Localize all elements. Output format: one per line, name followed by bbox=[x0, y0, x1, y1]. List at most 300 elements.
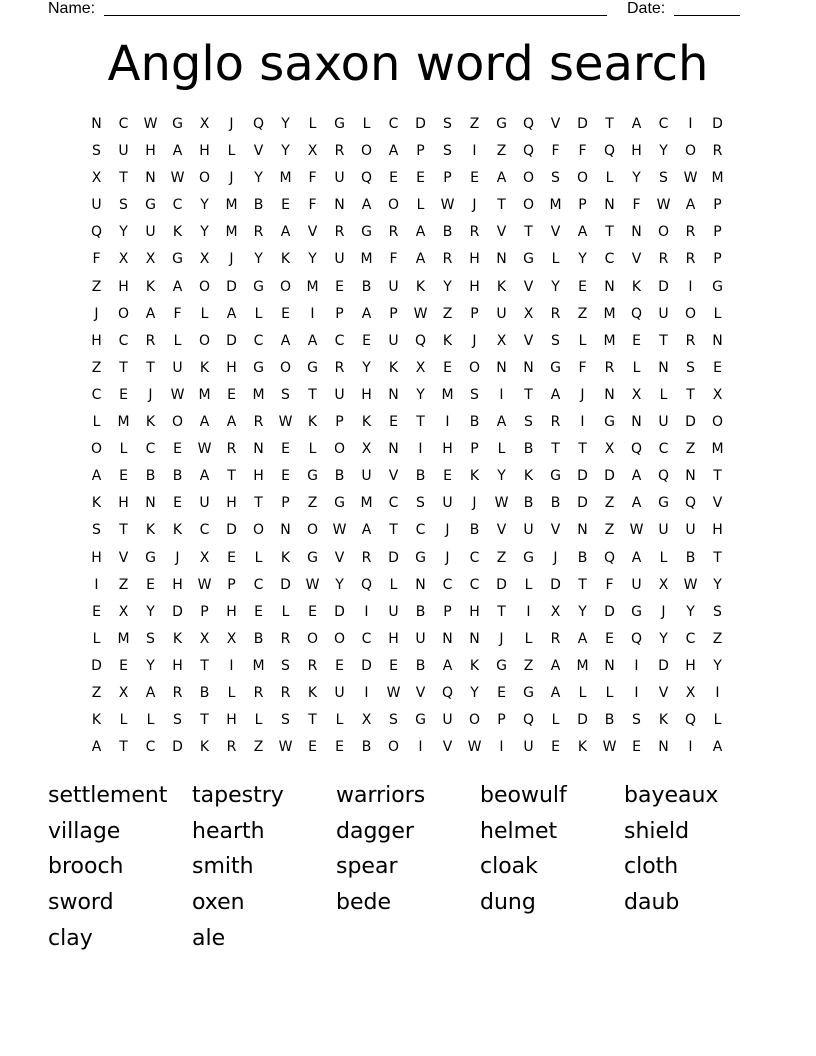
grid-letter: S bbox=[92, 522, 101, 539]
grid-letter: Z bbox=[712, 630, 723, 647]
grid-letter: N bbox=[145, 495, 156, 512]
grid-letter: K bbox=[361, 414, 372, 431]
grid-letter: D bbox=[577, 116, 588, 132]
grid-letter: O bbox=[171, 414, 184, 431]
grid-letter: W bbox=[683, 576, 698, 593]
grid-letter: T bbox=[551, 441, 560, 458]
grid-letter: L bbox=[92, 414, 101, 431]
grid-letter: I bbox=[229, 657, 234, 674]
word-list-item: beowulf bbox=[480, 783, 567, 808]
grid-letter: D bbox=[496, 576, 507, 593]
grid-letter: W bbox=[683, 170, 698, 187]
grid-letter: A bbox=[415, 251, 426, 268]
grid-letter: W bbox=[305, 576, 320, 593]
grid-letter: U bbox=[442, 495, 453, 512]
grid-letter: Y bbox=[281, 116, 290, 132]
word-list-item: smith bbox=[192, 854, 254, 880]
grid-letter: O bbox=[657, 224, 670, 241]
grid-letter: L bbox=[578, 332, 587, 349]
grid-letter: O bbox=[252, 522, 265, 539]
grid-letter: B bbox=[523, 441, 534, 458]
grid-letter: S bbox=[119, 197, 128, 214]
grid-letter: U bbox=[172, 359, 183, 376]
grid-letter: E bbox=[173, 495, 182, 512]
grid-letter: L bbox=[308, 441, 317, 458]
grid-letter: W bbox=[440, 197, 455, 214]
grid-letter: O bbox=[387, 739, 400, 756]
grid-letter: F bbox=[632, 197, 641, 214]
grid-letter: V bbox=[523, 332, 534, 349]
grid-letter: V bbox=[631, 251, 642, 268]
grid-letter: A bbox=[91, 468, 102, 485]
grid-letter: O bbox=[387, 197, 400, 214]
grid-letter: L bbox=[254, 305, 263, 322]
grid-letter: Q bbox=[252, 116, 265, 132]
grid-letter: R bbox=[685, 332, 696, 349]
word-list-item: hearth bbox=[192, 818, 265, 844]
grid-letter: J bbox=[472, 495, 477, 512]
grid-letter: D bbox=[388, 549, 399, 566]
grid-letter: L bbox=[389, 576, 398, 593]
word-list-item: cloth bbox=[624, 854, 679, 880]
grid-letter: S bbox=[443, 143, 452, 160]
grid-letter: E bbox=[335, 278, 344, 295]
grid-letter: D bbox=[361, 657, 372, 674]
grid-letter: O bbox=[522, 170, 535, 187]
grid-letter: K bbox=[91, 712, 102, 729]
grid-letter: V bbox=[496, 224, 507, 241]
grid-letter: K bbox=[172, 522, 183, 539]
grid-letter: L bbox=[281, 603, 290, 620]
grid-letter: B bbox=[199, 684, 210, 701]
grid-letter: X bbox=[199, 116, 210, 132]
grid-letter: U bbox=[388, 603, 399, 620]
grid-letter: M bbox=[252, 657, 265, 674]
date-label: Date: bbox=[627, 0, 666, 17]
grid-letter: E bbox=[227, 549, 236, 566]
grid-letter: V bbox=[658, 684, 669, 701]
grid-letter: D bbox=[226, 522, 237, 539]
grid-letter: C bbox=[91, 386, 102, 403]
grid-letter: L bbox=[254, 549, 263, 566]
grid-letter: D bbox=[280, 576, 291, 593]
grid-letter: Y bbox=[281, 143, 290, 160]
grid-letter: W bbox=[278, 739, 293, 756]
grid-letter: G bbox=[307, 549, 318, 566]
grid-letter: X bbox=[415, 359, 426, 376]
grid-letter: B bbox=[253, 630, 264, 647]
grid-letter: W bbox=[332, 522, 347, 539]
grid-letter: A bbox=[172, 278, 183, 295]
grid-letter: J bbox=[553, 549, 558, 566]
grid-letter: O bbox=[306, 630, 319, 647]
grid-letter: G bbox=[145, 197, 156, 214]
grid-letter: R bbox=[442, 251, 453, 268]
grid-letter: L bbox=[254, 712, 263, 729]
grid-letter: I bbox=[310, 305, 315, 322]
grid-letter: A bbox=[631, 495, 642, 512]
grid-letter: H bbox=[172, 657, 183, 674]
grid-letter: L bbox=[524, 630, 533, 647]
name-blank-line[interactable] bbox=[104, 15, 607, 16]
grid-letter: A bbox=[199, 414, 210, 431]
grid-letter: V bbox=[550, 224, 561, 241]
grid-letter: E bbox=[92, 603, 101, 620]
grid-letter: B bbox=[334, 468, 345, 485]
grid-letter: M bbox=[117, 414, 130, 431]
grid-letter: T bbox=[578, 576, 587, 593]
grid-letter: F bbox=[92, 251, 101, 268]
grid-letter: I bbox=[715, 684, 720, 701]
grid-letter: O bbox=[306, 522, 319, 539]
grid-letter: X bbox=[199, 251, 210, 268]
grid-letter: I bbox=[688, 739, 693, 756]
grid-letter: K bbox=[388, 359, 399, 376]
grid-letter: B bbox=[361, 739, 372, 756]
grid-letter: D bbox=[712, 116, 723, 132]
grid-letter: P bbox=[713, 251, 722, 268]
grid-letter: P bbox=[281, 495, 290, 512]
grid-letter: A bbox=[388, 143, 399, 160]
grid-letter: O bbox=[684, 305, 697, 322]
grid-letter: X bbox=[631, 386, 642, 403]
grid-letter: B bbox=[469, 414, 480, 431]
grid-letter: W bbox=[197, 441, 212, 458]
grid-letter: Z bbox=[523, 657, 534, 674]
grid-letter: Z bbox=[685, 441, 696, 458]
grid-letter: U bbox=[523, 522, 534, 539]
word-list bbox=[48, 779, 768, 957]
grid-letter: G bbox=[496, 657, 507, 674]
grid-letter: T bbox=[308, 712, 317, 729]
grid-letter: U bbox=[442, 712, 453, 729]
grid-letter: L bbox=[335, 712, 344, 729]
grid-letter: B bbox=[442, 224, 453, 241]
grid-letter: R bbox=[226, 739, 237, 756]
grid-letter: V bbox=[334, 549, 345, 566]
grid-letter: S bbox=[389, 712, 398, 729]
grid-letter: H bbox=[226, 495, 237, 512]
grid-letter: K bbox=[145, 522, 156, 539]
grid-letter: H bbox=[631, 143, 642, 160]
grid-letter: S bbox=[551, 332, 560, 349]
grid-letter: L bbox=[173, 332, 182, 349]
grid-letter: M bbox=[117, 630, 130, 647]
word-list-item: settlement bbox=[48, 783, 168, 808]
grid-letter: C bbox=[388, 116, 399, 132]
grid-letter: I bbox=[418, 739, 423, 756]
grid-letter: B bbox=[604, 712, 615, 729]
grid-letter: J bbox=[229, 170, 234, 187]
grid-letter: X bbox=[199, 549, 210, 566]
grid-letter: C bbox=[685, 630, 696, 647]
grid-letter: I bbox=[445, 414, 450, 431]
grid-letter: M bbox=[711, 441, 724, 458]
word-list-item: tapestry bbox=[192, 783, 284, 808]
grid-letter: C bbox=[334, 332, 345, 349]
grid-letter: H bbox=[469, 251, 480, 268]
grid-letter: Z bbox=[469, 116, 480, 132]
grid-letter: D bbox=[172, 739, 183, 756]
grid-letter: I bbox=[580, 414, 585, 431]
grid-letter: A bbox=[145, 305, 156, 322]
grid-letter: H bbox=[685, 657, 696, 674]
grid-letter: Z bbox=[442, 305, 453, 322]
grid-letter: L bbox=[362, 116, 371, 132]
grid-letter: G bbox=[172, 116, 183, 132]
grid-letter: E bbox=[389, 414, 398, 431]
grid-letter: N bbox=[658, 739, 669, 756]
grid-letter: S bbox=[146, 630, 155, 647]
grid-letter: K bbox=[577, 739, 588, 756]
grid-letter: W bbox=[413, 305, 428, 322]
grid-letter: W bbox=[386, 684, 401, 701]
grid-letter: Y bbox=[200, 197, 209, 214]
grid-letter: I bbox=[418, 441, 423, 458]
grid-letter: L bbox=[497, 441, 506, 458]
grid-letter: N bbox=[631, 224, 642, 241]
grid-letter: K bbox=[631, 278, 642, 295]
grid-letter: E bbox=[578, 278, 587, 295]
grid-letter: R bbox=[280, 630, 291, 647]
page-title: Anglo saxon word search bbox=[107, 36, 709, 92]
grid-letter: O bbox=[333, 441, 346, 458]
word-list-item: sword bbox=[48, 890, 114, 916]
grid-letter: G bbox=[334, 116, 345, 132]
word-list-item: daub bbox=[624, 890, 680, 916]
grid-letter: K bbox=[658, 712, 669, 729]
grid-letter: J bbox=[472, 197, 477, 214]
grid-letter: U bbox=[685, 522, 696, 539]
grid-letter: V bbox=[496, 522, 507, 539]
grid-letter: L bbox=[713, 305, 722, 322]
grid-letter: O bbox=[333, 630, 346, 647]
grid-letter: B bbox=[253, 197, 264, 214]
grid-letter: P bbox=[335, 305, 344, 322]
grid-letter: Y bbox=[416, 386, 425, 403]
grid-letter: K bbox=[307, 414, 318, 431]
grid-letter: H bbox=[361, 386, 372, 403]
grid-letter: G bbox=[604, 414, 615, 431]
grid-letter: B bbox=[172, 468, 183, 485]
grid-letter: M bbox=[252, 386, 265, 403]
grid-letter: Q bbox=[441, 684, 454, 701]
grid-letter: L bbox=[227, 143, 236, 160]
grid-letter: Q bbox=[90, 224, 103, 241]
grid-letter: C bbox=[469, 549, 480, 566]
grid-letter: E bbox=[281, 441, 290, 458]
grid-letter: N bbox=[712, 332, 723, 349]
grid-letter: W bbox=[602, 739, 617, 756]
grid-letter: F bbox=[173, 305, 182, 322]
grid-letter: E bbox=[119, 386, 128, 403]
grid-letter: V bbox=[253, 143, 264, 160]
grid-letter: Y bbox=[308, 251, 317, 268]
grid-letter: U bbox=[361, 468, 372, 485]
grid-letter: M bbox=[603, 332, 616, 349]
grid-letter: F bbox=[578, 143, 587, 160]
grid-letter: P bbox=[578, 197, 587, 214]
grid-letter: O bbox=[198, 332, 211, 349]
grid-letter: D bbox=[91, 657, 102, 674]
grid-letter: T bbox=[497, 197, 506, 214]
grid-letter: R bbox=[550, 305, 561, 322]
grid-letter: T bbox=[713, 549, 722, 566]
grid-letter: T bbox=[227, 468, 236, 485]
grid-letter: W bbox=[170, 386, 185, 403]
grid-letter: D bbox=[226, 278, 237, 295]
grid-letter: J bbox=[580, 386, 585, 403]
word-list-item: bayeaux bbox=[624, 783, 719, 808]
grid-letter: T bbox=[119, 359, 128, 376]
grid-letter: S bbox=[443, 116, 452, 132]
grid-letter: D bbox=[577, 495, 588, 512]
grid-letter: A bbox=[685, 197, 696, 214]
grid-letter: N bbox=[91, 116, 102, 132]
grid-letter: E bbox=[227, 386, 236, 403]
grid-letter: K bbox=[199, 739, 210, 756]
grid-letter: Z bbox=[118, 576, 129, 593]
grid-letter: Z bbox=[604, 495, 615, 512]
grid-letter: A bbox=[172, 143, 183, 160]
grid-letter: G bbox=[253, 278, 264, 295]
grid-letter: G bbox=[658, 495, 669, 512]
grid-letter: C bbox=[604, 251, 615, 268]
grid-letter: A bbox=[361, 197, 372, 214]
grid-letter: V bbox=[712, 495, 723, 512]
grid-letter: E bbox=[605, 630, 614, 647]
grid-letter: E bbox=[281, 468, 290, 485]
grid-letter: E bbox=[713, 359, 722, 376]
grid-letter: Q bbox=[522, 712, 535, 729]
grid-letter: Q bbox=[684, 712, 697, 729]
grid-letter: T bbox=[659, 332, 668, 349]
grid-letter: X bbox=[496, 332, 507, 349]
word-list-item: warriors bbox=[336, 783, 426, 808]
grid-letter: Z bbox=[496, 549, 507, 566]
grid-letter: E bbox=[389, 657, 398, 674]
grid-letter: X bbox=[307, 143, 318, 160]
grid-letter: D bbox=[172, 603, 183, 620]
word-list-item: dung bbox=[480, 890, 536, 916]
grid-letter: U bbox=[388, 332, 399, 349]
grid-letter: H bbox=[469, 278, 480, 295]
grid-letter: C bbox=[361, 630, 372, 647]
grid-letter: U bbox=[658, 414, 669, 431]
grid-letter: Q bbox=[360, 170, 373, 187]
grid-letter: E bbox=[146, 576, 155, 593]
grid-letter: N bbox=[523, 359, 534, 376]
grid-letter: U bbox=[523, 739, 534, 756]
grid-letter: R bbox=[172, 684, 183, 701]
grid-letter: O bbox=[117, 305, 130, 322]
grid-letter: N bbox=[685, 468, 696, 485]
grid-letter: H bbox=[712, 522, 723, 539]
grid-letter: X bbox=[712, 386, 723, 403]
grid-letter: K bbox=[91, 495, 102, 512]
grid-letter: N bbox=[253, 441, 264, 458]
grid-letter: I bbox=[526, 603, 531, 620]
grid-letter: S bbox=[281, 386, 290, 403]
grid-letter: Y bbox=[713, 657, 722, 674]
grid-letter: E bbox=[551, 739, 560, 756]
grid-letter: N bbox=[442, 630, 453, 647]
grid-letter: K bbox=[199, 359, 210, 376]
grid-letter: Y bbox=[470, 684, 479, 701]
grid-letter: O bbox=[198, 170, 211, 187]
grid-letter: R bbox=[253, 414, 264, 431]
grid-letter: J bbox=[445, 522, 450, 539]
date-blank-line[interactable] bbox=[674, 15, 740, 16]
grid-letter: R bbox=[307, 657, 318, 674]
grid-letter: G bbox=[550, 468, 561, 485]
grid-letter: M bbox=[603, 305, 616, 322]
grid-letter: N bbox=[604, 278, 615, 295]
grid-letter: X bbox=[118, 251, 129, 268]
grid-letter: H bbox=[388, 630, 399, 647]
grid-letter: E bbox=[281, 197, 290, 214]
grid-letter: N bbox=[145, 170, 156, 187]
grid-letter: F bbox=[308, 197, 317, 214]
grid-letter: O bbox=[684, 143, 697, 160]
grid-letter: P bbox=[416, 143, 425, 160]
grid-letter: R bbox=[658, 251, 669, 268]
grid-letter: T bbox=[497, 603, 506, 620]
word-list-item: oxen bbox=[192, 890, 245, 916]
grid-letter: N bbox=[334, 197, 345, 214]
grid-letter: V bbox=[442, 739, 453, 756]
grid-letter: Q bbox=[360, 576, 373, 593]
grid-letter: Z bbox=[604, 522, 615, 539]
grid-letter: B bbox=[550, 495, 561, 512]
grid-letter: D bbox=[334, 603, 345, 620]
grid-letter: L bbox=[713, 712, 722, 729]
grid-letter: A bbox=[631, 468, 642, 485]
grid-letter: Q bbox=[630, 441, 643, 458]
grid-letter: Z bbox=[577, 305, 588, 322]
grid-letter: B bbox=[469, 522, 480, 539]
grid-letter: T bbox=[524, 224, 533, 241]
grid-letter: P bbox=[443, 170, 452, 187]
grid-letter: F bbox=[389, 251, 398, 268]
grid-letter: L bbox=[146, 712, 155, 729]
grid-letter: N bbox=[388, 441, 399, 458]
grid-letter: C bbox=[145, 739, 156, 756]
grid-letter: G bbox=[523, 549, 534, 566]
grid-letter: L bbox=[632, 359, 641, 376]
grid-letter: I bbox=[688, 278, 693, 295]
grid-letter: M bbox=[279, 170, 292, 187]
grid-letter: R bbox=[253, 224, 264, 241]
grid-letter: I bbox=[364, 603, 369, 620]
grid-letter: J bbox=[94, 305, 99, 322]
word-list-item: shield bbox=[624, 818, 690, 844]
grid-letter: G bbox=[415, 712, 426, 729]
grid-letter: E bbox=[119, 657, 128, 674]
grid-letter: E bbox=[254, 603, 263, 620]
word-list-item: village bbox=[48, 818, 121, 844]
grid-letter: X bbox=[118, 684, 129, 701]
grid-letter: L bbox=[551, 712, 560, 729]
grid-letter: K bbox=[442, 332, 453, 349]
grid-letter: X bbox=[361, 441, 372, 458]
grid-letter: R bbox=[334, 224, 345, 241]
grid-letter: Y bbox=[497, 468, 506, 485]
grid-letter: K bbox=[145, 414, 156, 431]
grid-letter: P bbox=[713, 224, 722, 241]
grid-letter: J bbox=[472, 332, 477, 349]
grid-letter: J bbox=[148, 386, 153, 403]
